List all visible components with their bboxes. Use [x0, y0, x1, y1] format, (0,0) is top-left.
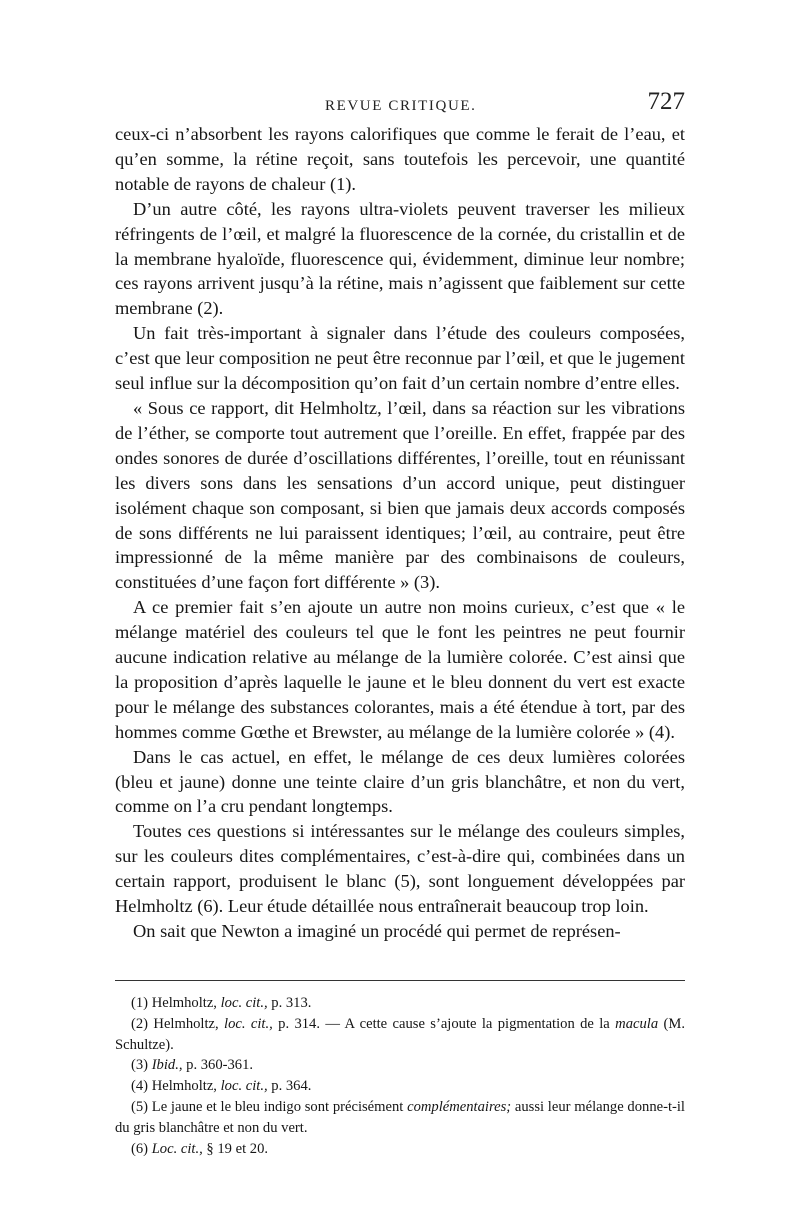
- footnote-author: Helmholtz,: [153, 1015, 219, 1032]
- paragraph: Dans le cas actuel, en effet, le mélange de ces deux lumières colorées (bleu et jaune) donne une teinte claire d’un gris blanchâtre, et non du vert, comme on l’a cru pendant longtemps.: [115, 746, 685, 817]
- paragraph: On sait que Newton a imaginé un procédé qui permet de représen-: [133, 921, 621, 941]
- footnote-1: [115, 993, 685, 1014]
- footnote-source: Loc. cit.,: [151, 1140, 203, 1157]
- footnote-text: p. 364.: [271, 1078, 312, 1095]
- paragraph: Toutes ces questions si intéressantes sur le mélange des couleurs simples, sur les couleurs dites complémentaires, c’est-à-dire qui, combinées dans un certain rapport, produisent le blanc (5), sont longuement développées par Helmholtz (6). Leur étude détaillée nous entraînerait beaucoup trop loin.: [115, 821, 685, 917]
- footnote-text: (M. Schultze).: [115, 1015, 686, 1053]
- footnote-author: Helmholtz,: [151, 995, 217, 1011]
- footnote-text: p. 314. — A cette cause s’ajoute la pigmentation de la: [278, 1015, 610, 1032]
- paragraph: A ce premier fait s’en ajoute un autre non moins curieux, c’est que « le mélange matériel des couleurs tel que le font les peintres ne peut fournir aucune indication relative au mélange de la lumière colorée. C’est ainsi que la proposition d’après laquelle le jaune et le bleu donnent du vert est exacte pour le mélange des substances colorantes, mais a été étendue à tort, par des hommes comme Gœthe et Brewster, au mélange de la lumière colorée » (4).: [115, 597, 685, 742]
- footnote-divider: [115, 980, 685, 981]
- footnote-number: (5): [131, 1098, 149, 1115]
- footnote-text: p. 313.: [271, 995, 312, 1011]
- footnote-4: [115, 1076, 685, 1097]
- footnote-text: p. 360-361.: [186, 1057, 254, 1074]
- paragraph: « Sous ce rapport, dit Helmholtz, l’œil, dans sa réaction sur les vibrations de l’éther, se comporte tout autrement que l’oreille. En effet, frappée par des ondes sonores de durée d’oscillations différentes, l’oreille, tout en réunissant les divers sons dans les sensations d’un accord unique, peut distinguer isolément chaque son composant, si bien que jamais deux accords composés de sons différents ne lui paraissent identiques; l’œil, au contraire, peut être impressionné de la même manière par des combinaisons de couleurs, constituées d’une façon fort différente » (3).: [115, 397, 685, 593]
- footnote-source: loc. cit.,: [220, 995, 268, 1011]
- footnote-source: complémentaires;: [407, 1098, 512, 1115]
- footnotes: [115, 993, 685, 1159]
- footnote-number: (3): [131, 1057, 149, 1074]
- footnote-6: [115, 1139, 685, 1160]
- paragraph: D’un autre côté, les rayons ultra-violets peuvent traverser les milieux réfringents de l’œil, et malgré la fluorescence de la cornée, du cristallin et de la membrane hyaloïde, fluorescence qui, évidemment, diminue leur nombre; ces rayons arrivent jusqu’à la rétine, mais n’agissent que faiblement sur cette membrane (2).: [115, 198, 685, 319]
- page-header: [115, 88, 685, 118]
- footnote-5: [115, 1097, 685, 1139]
- footnote-number: (1): [131, 995, 149, 1011]
- footnote-number: (6): [131, 1140, 149, 1157]
- page-number: 727: [647, 88, 685, 115]
- footnote-number: (2): [131, 1015, 149, 1032]
- footnote-text: aussi leur mélange donne-t-il du gris blanchâtre et non du vert.: [115, 1098, 685, 1136]
- footnote-source: loc. cit.,: [224, 1015, 273, 1032]
- footnote-author: Le jaune et le bleu indigo sont précisément: [151, 1098, 404, 1115]
- paragraph: Un fait très-important à signaler dans l’étude des couleurs composées, c’est que leur composition ne peut être reconnue par l’œil, et que le jugement seul influe sur la décomposition qu’on fait d’un certain nombre d’entre elles.: [115, 323, 685, 394]
- body-text: [115, 122, 685, 944]
- paragraph: ceux-ci n’absorbent les rayons calorifiques que comme le ferait de l’eau, et qu’en somme, la rétine reçoit, sans toutefois les percevoir, une quantité notable de rayons de chaleur (1).: [115, 124, 685, 194]
- footnote-number: (4): [131, 1078, 149, 1095]
- footnote-3: [115, 1055, 685, 1076]
- footnote-author: Helmholtz,: [151, 1078, 217, 1095]
- running-title: REVUE CRITIQUE.: [325, 98, 477, 114]
- footnote-text: § 19 et 20.: [206, 1140, 269, 1157]
- footnote-source: loc. cit.,: [220, 1078, 268, 1095]
- footnote-source: Ibid.,: [151, 1057, 183, 1074]
- footnote-source: macula: [615, 1015, 659, 1032]
- footnote-2: [115, 1014, 685, 1056]
